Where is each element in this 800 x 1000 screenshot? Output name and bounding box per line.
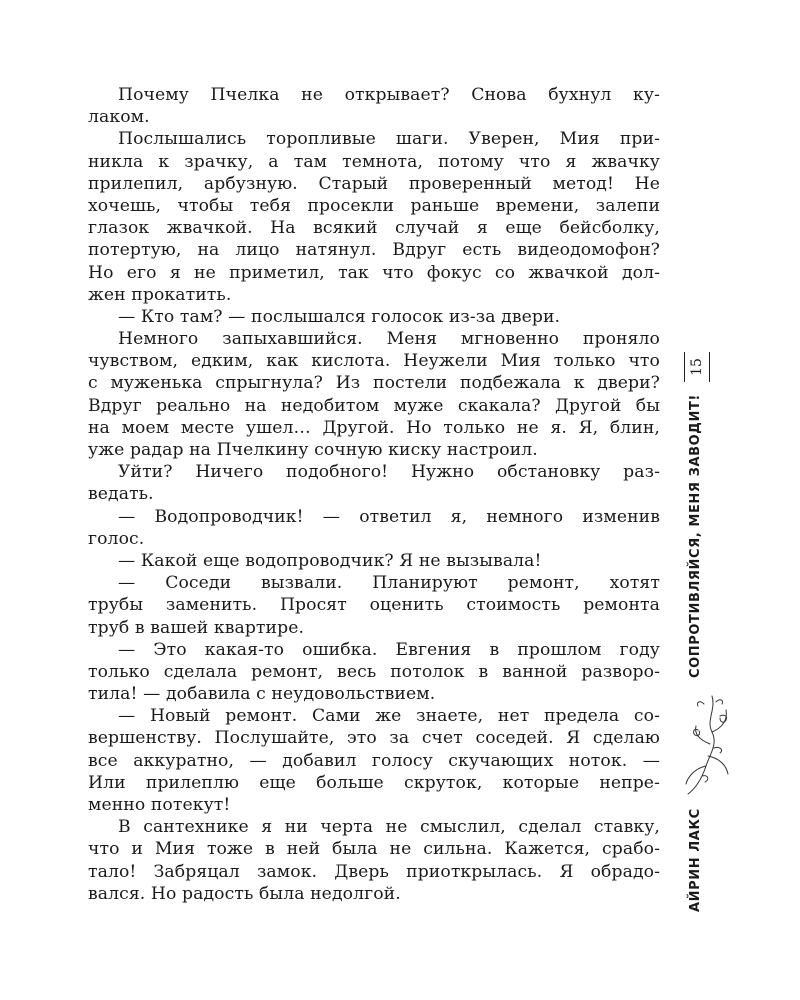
text-line: Послышались торопливые шаги. Уверен, Мия при- bbox=[118, 129, 660, 150]
text-line: что и Мия тоже в ней была не сильна. Кажется, срабо- bbox=[88, 839, 660, 860]
text-line: трубы заменить. Просят оценить стоимость ремонта bbox=[88, 595, 660, 616]
text-line: тила! — добавила с неудовольствием. bbox=[88, 684, 436, 705]
page-number-text: 15 bbox=[688, 358, 705, 376]
text-line: В сантехнике я ни черта не смыслил, сделал ставку, bbox=[118, 817, 660, 838]
text-line: — Водопроводчик! — ответил я, немного изменив bbox=[118, 506, 660, 527]
text-line: труб в вашей квартире. bbox=[88, 617, 305, 638]
text-line: Почему Пчелка не открывает? Снова бухнул ку- bbox=[118, 85, 660, 105]
text-line: никла к зрачку, а там темнота, потому что я жвачку bbox=[88, 151, 660, 172]
text-line: на моем месте ушел… Другой. Но только не я. Я, блин, bbox=[88, 417, 660, 438]
page-number bbox=[684, 352, 710, 382]
text-line: глазок жвачкой. На всякий случай я еще бейсболку, bbox=[88, 218, 660, 239]
text-line: чувством, едким, как кислота. Неужели Мия только что bbox=[88, 351, 660, 372]
text-line: вался. Но радость была недолгой. bbox=[88, 883, 401, 904]
text-line: Уйти? Ничего подобного! Нужно обстановку раз- bbox=[118, 462, 660, 483]
text-line: голос. bbox=[88, 528, 145, 549]
text-line: только сделала ремонт, весь потолок в ванной разворо- bbox=[88, 661, 660, 682]
text-line: потертую, на лицо натянул. Вдруг есть видеодомофон? bbox=[88, 240, 660, 261]
text-line: прилепил, арбузную. Старый проверенный метод! Не bbox=[88, 173, 660, 194]
text-line: хочешь, чтобы тебя просекли раньше времени, залепи bbox=[88, 195, 660, 216]
text-line: тало! Забряцал замок. Дверь приоткрылась. Я обрадо- bbox=[88, 861, 660, 882]
text-line: вершенству. Послушайте, это за счет соседей. Я сделаю bbox=[88, 728, 660, 749]
text-line: Вдруг реально на недобитом муже скакала? Другой бы bbox=[88, 395, 660, 416]
text-line: Немного запыхавшийся. Меня мгновенно проняло bbox=[118, 329, 660, 350]
text-line: лаком. bbox=[88, 107, 150, 128]
text-line: — Это какая-то ошибка. Евгения в прошлом году bbox=[118, 639, 660, 660]
body-text bbox=[88, 84, 660, 905]
text-line: Или прилеплю еще больше скруток, которые непре- bbox=[88, 772, 660, 793]
text-line: — Какой еще водопроводчик? Я не вызывала! bbox=[118, 550, 542, 571]
text-line: Но его я не приметил, так что фокус со жвачкой дол- bbox=[88, 262, 660, 283]
text-line: — Кто там? — послышался голосок из-за двери. bbox=[118, 306, 561, 327]
text-line: жен прокатить. bbox=[88, 284, 232, 305]
text-line: с муженька спрыгнула? Из постели подбежала к двери? bbox=[88, 373, 660, 394]
text-line: менно потекут! bbox=[88, 795, 231, 815]
running-title: СОПРОТИВЛЯЙСЯ, МЕНЯ ЗАВОДИТ! bbox=[688, 394, 703, 678]
text-line: ведать. bbox=[88, 484, 154, 505]
text-line: уже радар на Пчелкину сочную киску настроил. bbox=[88, 440, 538, 460]
text-line: — Соседи вызвали. Планируют ремонт, хотят bbox=[118, 573, 660, 594]
text-line: все аккуратно, — добавил голосу скучающих ноток. — bbox=[88, 750, 660, 771]
floral-ornament-icon bbox=[676, 690, 740, 798]
text-line: — Новый ремонт. Сами же знаете, нет предела со- bbox=[118, 706, 660, 727]
author-name: АЙРИН ЛАКС bbox=[688, 808, 703, 912]
